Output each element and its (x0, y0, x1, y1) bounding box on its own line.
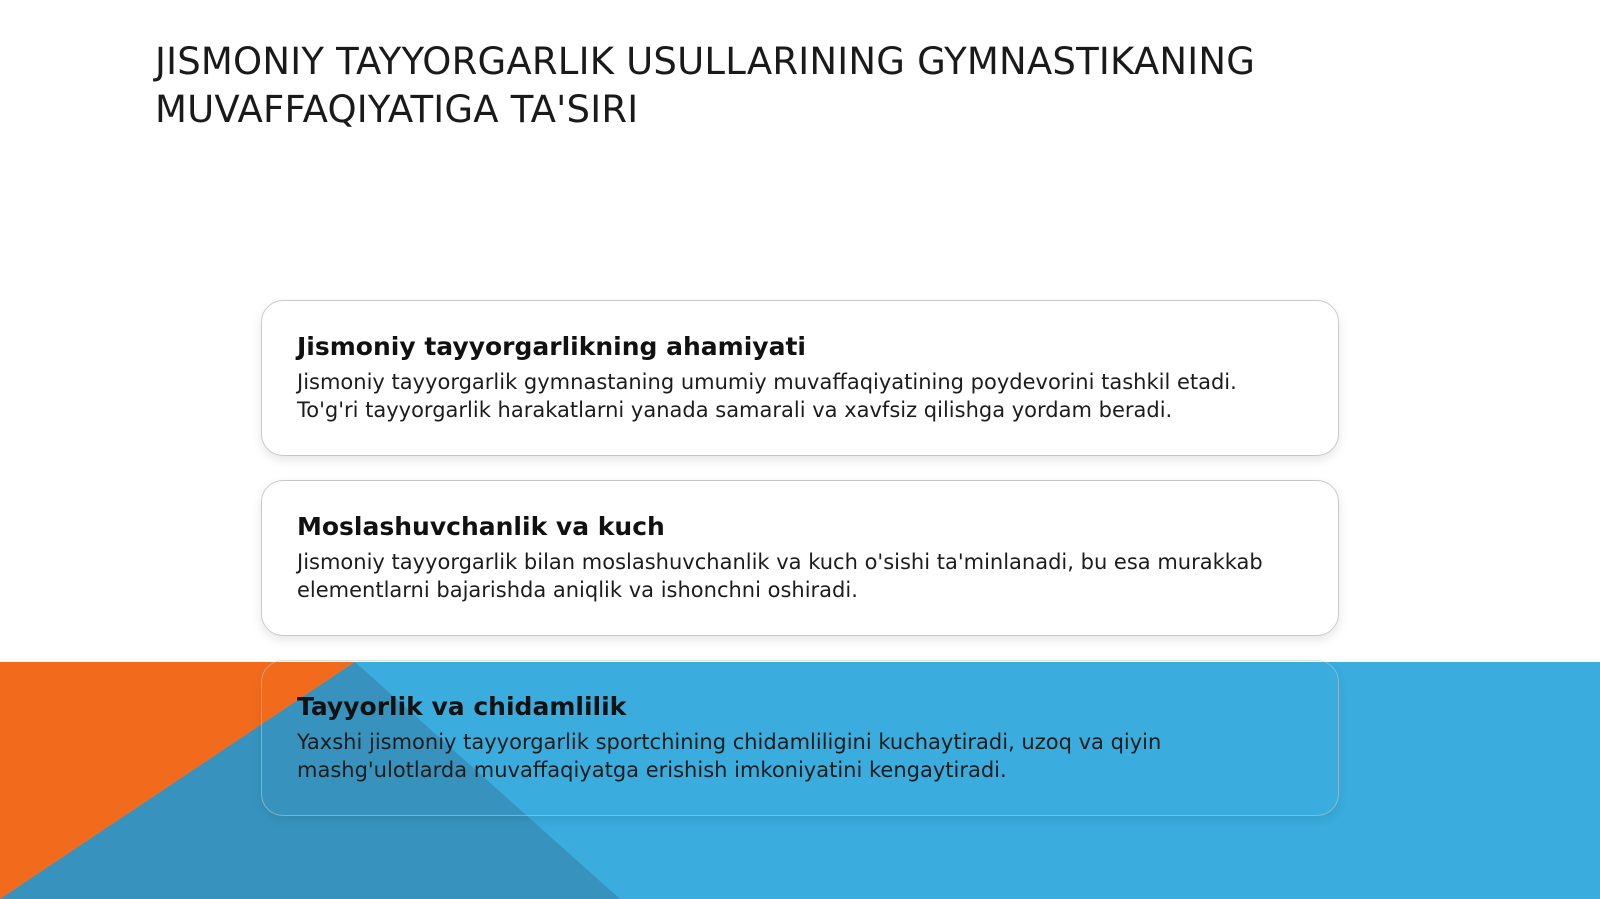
card-importance (261, 300, 1339, 456)
card-text: Yaxshi jismoniy tayyorgarlik sportchining chidamliligini kuchaytiradi, uzoq va qiyin mashg'ulotlarda muvaffaqiyatga erishish imkoniyatini kengaytiradi. (297, 730, 1162, 782)
card-text: Jismoniy tayyorgarlik bilan moslashuvchanlik va kuch o'sishi ta'minlanadi, bu esa murakkab elementlarni bajarishda aniqlik va ishonchni oshiradi. (297, 550, 1263, 602)
card-flexibility-strength (261, 480, 1339, 636)
card-heading: Jismoniy tayyorgarlikning ahamiyati (297, 332, 806, 361)
card-heading: Tayyorlik va chidamlilik (297, 692, 627, 721)
card-heading: Moslashuvchanlik va kuch (297, 512, 665, 541)
slide-title: JISMONIY TAYYORGARLIK USULLARINING GYMNASTIKANING MUVAFFAQIYATIGA TA'SIRI (155, 40, 1256, 131)
card-text: Jismoniy tayyorgarlik gymnastaning umumiy muvaffaqiyatining poydevorini tashkil etadi. To'g'ri tayyorgarlik harakatlarni yanada samarali va xavfsiz qilishga yordam beradi. (297, 370, 1237, 422)
content-cards (261, 300, 1339, 840)
card-readiness-endurance (261, 660, 1339, 816)
